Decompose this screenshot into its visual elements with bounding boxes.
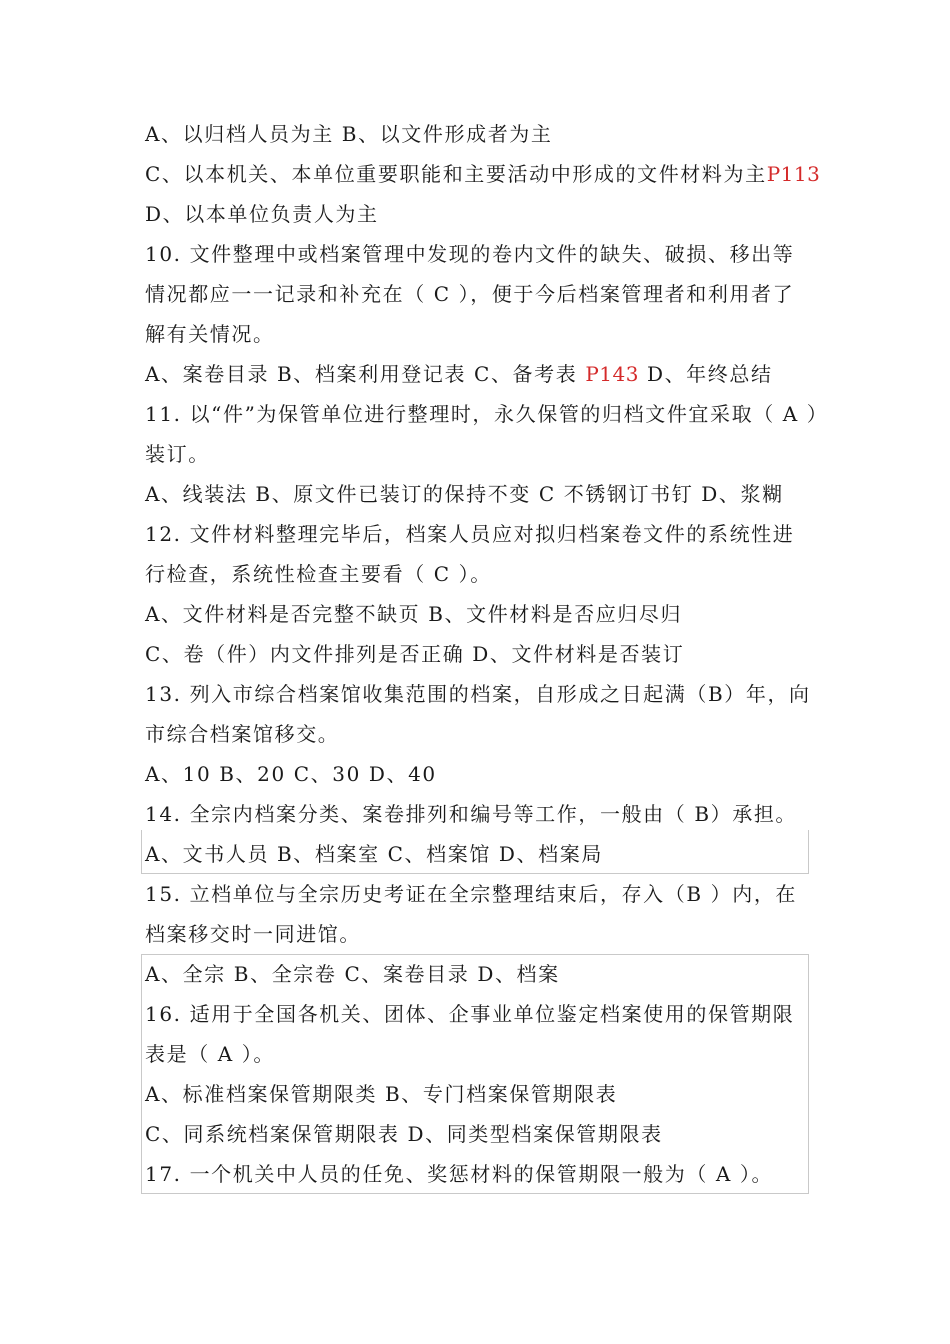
q12-options-cd: C、卷（件）内文件排列是否正确 D、文件材料是否装订 [145,642,685,666]
q11-stem-line-1: 11. 以“件”为保管单位进行整理时，永久保管的归档文件宜采取（ A ） [145,402,829,426]
q9-option-ab: A、以归档人员为主 B、以文件形成者为主 [145,122,553,146]
q10-stem-line-1: 10. 文件整理中或档案管理中发现的卷内文件的缺失、破损、移出等 [145,242,795,266]
q11-options: A、线装法 B、原文件已装订的保持不变 C 不锈钢订书钉 D、浆糊 [145,482,784,506]
q13-stem-line-2: 市综合档案馆移交。 [145,722,340,746]
q17-stem: 17. 一个机关中人员的任免、奖惩材料的保管期限一般为（ A ）。 [145,1162,774,1186]
q15-options: A、全宗 B、全宗卷 C、案卷目录 D、档案 [145,962,560,986]
q14-options: A、文书人员 B、档案室 C、档案馆 D、档案局 [145,842,603,866]
q10-option-d: D、年终总结 [646,362,773,386]
q16-stem-line-1: 16. 适用于全国各机关、团体、企事业单位鉴定档案使用的保管期限 [145,1002,795,1026]
q13-stem-line-1: 13. 列入市综合档案馆收集范围的档案，自形成之日起满（B）年，向 [145,682,811,706]
q9-option-c [145,154,821,194]
q9-option-d: D、以本单位负责人为主 [145,202,379,226]
q12-stem-line-1: 12. 文件材料整理完毕后，档案人员应对拟归档案卷文件的系统性进 [145,522,795,546]
q12-stem-line-2: 行检查，系统性检查主要看（ C ）。 [145,562,492,586]
page-ref-p113: P113 [766,162,821,186]
q15-stem-line-2: 档案移交时一同进馆。 [145,922,361,946]
q11-stem-line-2: 装订。 [145,442,210,466]
q10-stem-line-3: 解有关情况。 [145,322,275,346]
q16-stem-line-2: 表是（ A ）。 [145,1042,275,1066]
q16-options-ab: A、标准档案保管期限类 B、专门档案保管期限表 [145,1082,618,1106]
q13-options: A、10 B、20 C、30 D、40 [145,762,437,786]
q9-option-c-text: C、以本机关、本单位重要职能和主要活动中形成的文件材料为主 [145,162,767,186]
q10-options [145,354,810,394]
page-ref-p143: P143 [585,362,639,386]
q16-options-cd: C、同系统档案保管期限表 D、同类型档案保管期限表 [145,1122,663,1146]
q14-stem: 14. 全宗内档案分类、案卷排列和编号等工作，一般由（ B）承担。 [145,802,798,826]
q12-options-ab: A、文件材料是否完整不缺页 B、文件材料是否应归尽归 [145,602,683,626]
q15-stem-line-1: 15. 立档单位与全宗历史考证在全宗整理结束后，存入（B ）内，在 [145,882,798,906]
q10-stem-line-2: 情况都应一一记录和补充在（ C ），便于今后档案管理者和利用者了 [145,282,795,306]
q10-options-abc: A、案卷目录 B、档案利用登记表 C、备考表 [145,362,578,386]
